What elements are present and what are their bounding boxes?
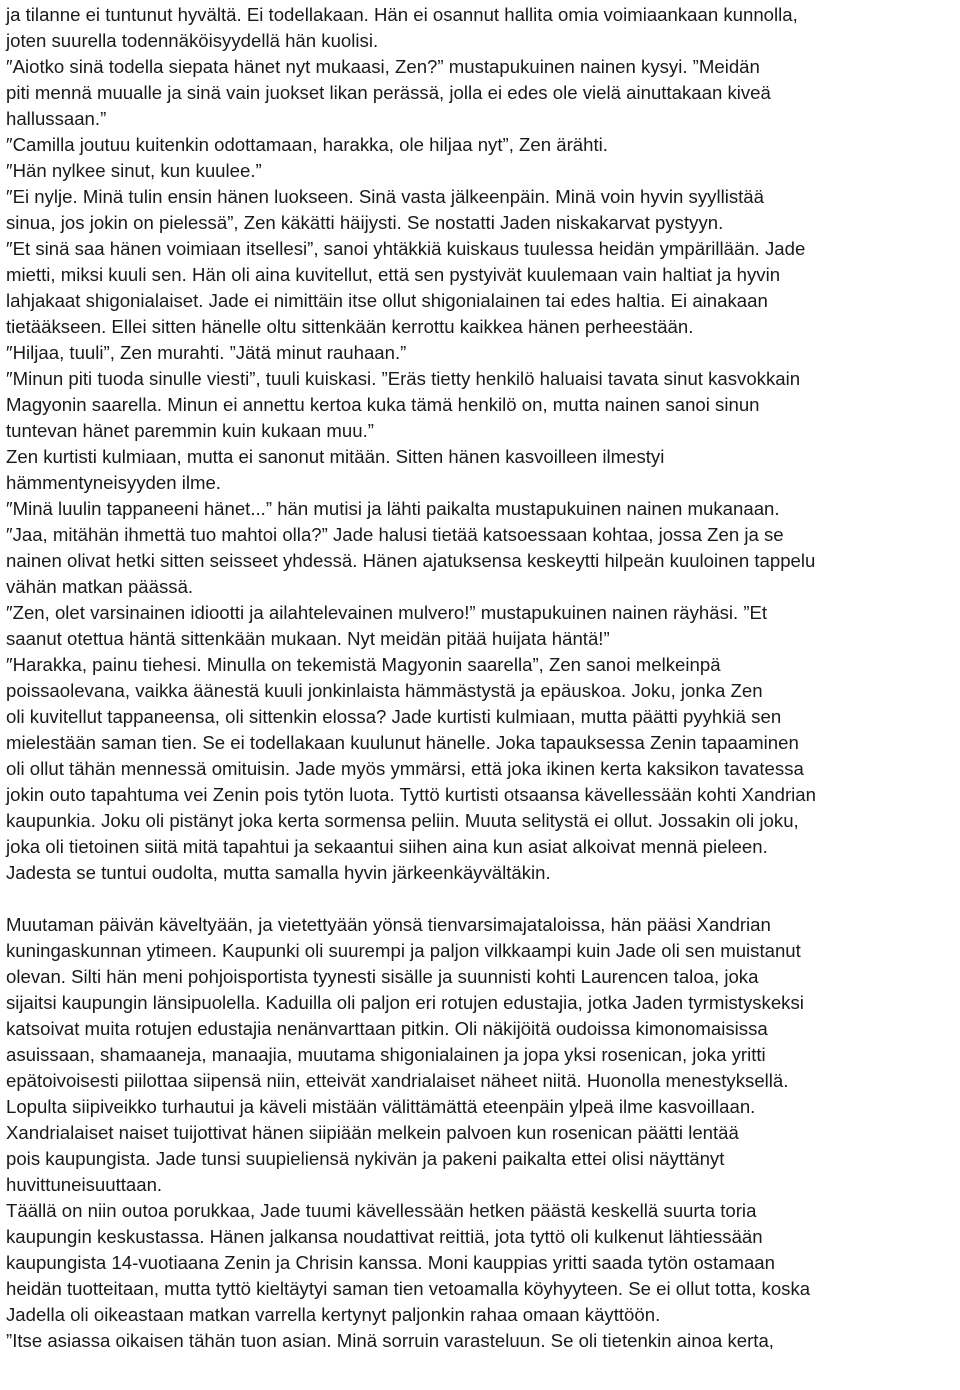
text-line: ″Camilla joutuu kuitenkin odottamaan, harakka, ole hiljaa nyt”, Zen ärähti. [6,134,608,155]
text-line: mielestään saman tien. Se ei todellakaan kuulunut hänelle. Joka tapauksessa Zenin tapaaminen [6,732,799,753]
text-line: ″Et sinä saa hänen voimiaan itsellesi”, sanoi yhtäkkiä kuiskaus tuulessa heidän ympärillään. Jade [6,238,806,259]
text-line: kaupunkia. Joku oli pistänyt joka kerta sormensa peliin. Muuta selitystä ei ollut. Jossakin oli joku, [6,810,799,831]
text-line: ″Ei nylje. Minä tulin ensin hänen luokseen. Sinä vasta jälkeenpäin. Minä voin hyvin syyllistää [6,186,764,207]
text-line: katsoivat muita rotujen edustajia nenänvarttaan pitkin. Oli näkijöitä oudoissa kimonomaisissa [6,1018,768,1039]
text-line: Xandrialaiset naiset tuijottivat hänen siipiään melkein palvoen kun rosenican päätti lentää [6,1122,739,1143]
text-line: saanut otettua häntä sittenkään mukaan. Nyt meidän pitää huijata häntä!” [6,628,610,649]
text-line: joka oli tietoinen siitä mitä tapahtui ja sekaantui siihen aina kun asiat alkoivat mennä pieleen. [6,836,768,857]
text-line: Jadella oli oikeastaan matkan varrella kertynyt paljonkin rahaa omaan käyttöön. [6,1304,661,1325]
text-line: jokin outo tapahtuma vei Zenin pois tytön luota. Tyttö kurtisti otsaansa kävellessään kohti Xandrian [6,784,816,805]
text-line: kuningaskunnan ytimeen. Kaupunki oli suurempi ja paljon vilkkaampi kuin Jade oli sen muistanut [6,940,801,961]
text-line: joten suurella todennäköisyydellä hän kuolisi. [6,30,379,51]
text-line: tietääkseen. Ellei sitten hänelle oltu sittenkään kerrottu kaikkea hänen perheestään. [6,316,694,337]
text-line: ″Aiotko sinä todella siepata hänet nyt mukaasi, Zen?” mustapukuinen nainen kysyi. ”Meidän [6,56,760,77]
text-line: ″Harakka, painu tiehesi. Minulla on tekemistä Magyonin saarella”, Zen sanoi melkeinpä [6,654,721,675]
text-line: epätoivoisesti piilottaa siipensä niin, etteivät xandrialaiset näheet niitä. Huonolla menestyksellä. [6,1070,789,1091]
text-line: Jadesta se tuntui oudolta, mutta samalla hyvin järkeenkäyvältäkin. [6,862,551,883]
text-line: vähän matkan päässä. [6,576,194,597]
text-line: sinua, jos jokin on pielessä”, Zen käkätti häijysti. Se nostatti Jaden niskakarvat pystyyn. [6,212,724,233]
text-line: ″Hiljaa, tuuli”, Zen murahti. ”Jätä minut rauhaan.” [6,342,407,363]
text-line: lahjakaat shigonialaiset. Jade ei nimittäin itse ollut shigonialainen tai edes haltia. Ei ainakaan [6,290,768,311]
text-line: heidän tuotteitaan, mutta tyttö kieltäytyi saman tien vetoamalla köyhyyteen. Se ei ollut totta, koska [6,1278,811,1299]
text-line: ″Jaa, mitähän ihmettä tuo mahtoi olla?” Jade halusi tietää katsoessaan kohtaa, jossa Zen ja se [6,524,784,545]
text-line: ″Minun piti tuoda sinulle viesti”, tuuli kuiskasi. ”Eräs tietty henkilö haluaisi tavata sinut kasvokkain [6,368,801,389]
text-line: huvittuneisuuttaan. [6,1174,163,1195]
text-line: poissaolevana, vaikka äänestä kuuli jonkinlaista hämmästystä ja epäuskoa. Joku, jonka Zen [6,680,763,701]
text-line: ″Zen, olet varsinainen idiootti ja ailahtelevainen mulvero!” mustapukuinen nainen räyhäsi. ”Et [6,602,768,623]
text-line: ″Minä luulin tappaneeni hänet...” hän mutisi ja lähti paikalta mustapukuinen nainen mukanaan. [6,498,780,519]
text-line: kaupungin keskustassa. Hänen jalkansa noudattivat reittiä, jota tyttö oli kulkenut lähtiessään [6,1226,763,1247]
text-line: nainen olivat hetki sitten seisseet yhdessä. Hänen ajatuksensa keskeytti hilpeän kuuloinen tappelu [6,550,816,571]
text-line: oli ollut tähän mennessä omituisin. Jade myös ymmärsi, että joka ikinen kerta kaksikon tavatessa [6,758,804,779]
text-line: Zen kurtisti kulmiaan, mutta ei sanonut mitään. Sitten hänen kasvoilleen ilmestyi [6,446,665,467]
text-line: piti mennä muualle ja sinä vain juokset likan perässä, jolla ei edes ole vielä ainuttakaan kiveä [6,82,771,103]
text-line: asuissaan, shamaaneja, manaajia, muutama shigonialainen ja jopa yksi rosenican, joka yritti [6,1044,766,1065]
text-line: mietti, miksi kuuli sen. Hän oli aina kuvitellut, että sen pystyivät kuulemaan vain haltiat ja hyvin [6,264,781,285]
text-line: Muutaman päivän käveltyään, ja vietettyään yönsä tienvarsimajataloissa, hän pääsi Xandrian [6,914,771,935]
text-line: olevan. Silti hän meni pohjoisportista tyynesti sisälle ja suunnisti kohti Laurencen taloa, joka [6,966,759,987]
text-line: ″Hän nylkee sinut, kun kuulee.” [6,160,262,181]
text-line: ja tilanne ei tuntunut hyvältä. Ei todellakaan. Hän ei osannut hallita omia voimiaankaan kunnolla, [6,4,798,25]
text-line: sijaitsi kaupungin länsipuolella. Kaduilla oli paljon eri rotujen edustajia, jotka Jaden tyrmistyskeksi [6,992,804,1013]
text-line: oli kuvitellut tappaneensa, oli sittenkin elossa? Jade kurtisti kulmiaan, mutta päätti pyyhkiä sen [6,706,782,727]
text-line: pois kaupungista. Jade tunsi suupieliensä nykivän ja pakeni paikalta ettei olisi näyttänyt [6,1148,725,1169]
text-line: hämmentyneisyyden ilme. [6,472,221,493]
text-line: Täällä on niin outoa porukkaa, Jade tuumi kävellessään hetken päästä keskellä suurta toria [6,1200,757,1221]
text-line: Magyonin saarella. Minun ei annettu kertoa kuka tämä henkilö on, mutta nainen sanoi sinun [6,394,760,415]
text-line: hallussaan.” [6,108,107,129]
text-line: ”Itse asiassa oikaisen tähän tuon asian. Minä sorruin varasteluun. Se oli tietenkin ainoa kerta, [6,1330,774,1351]
text-line: tuntevan hänet paremmin kuin kukaan muu.” [6,420,374,441]
text-line: kaupungista 14-vuotiaana Zenin ja Chrisin kanssa. Moni kauppias yritti saada tytön ostamaan [6,1252,775,1273]
text-line: Lopulta siipiveikko turhautui ja käveli mistään välittämättä eteenpäin ylpeä ilme kasvoillaan. [6,1096,756,1117]
